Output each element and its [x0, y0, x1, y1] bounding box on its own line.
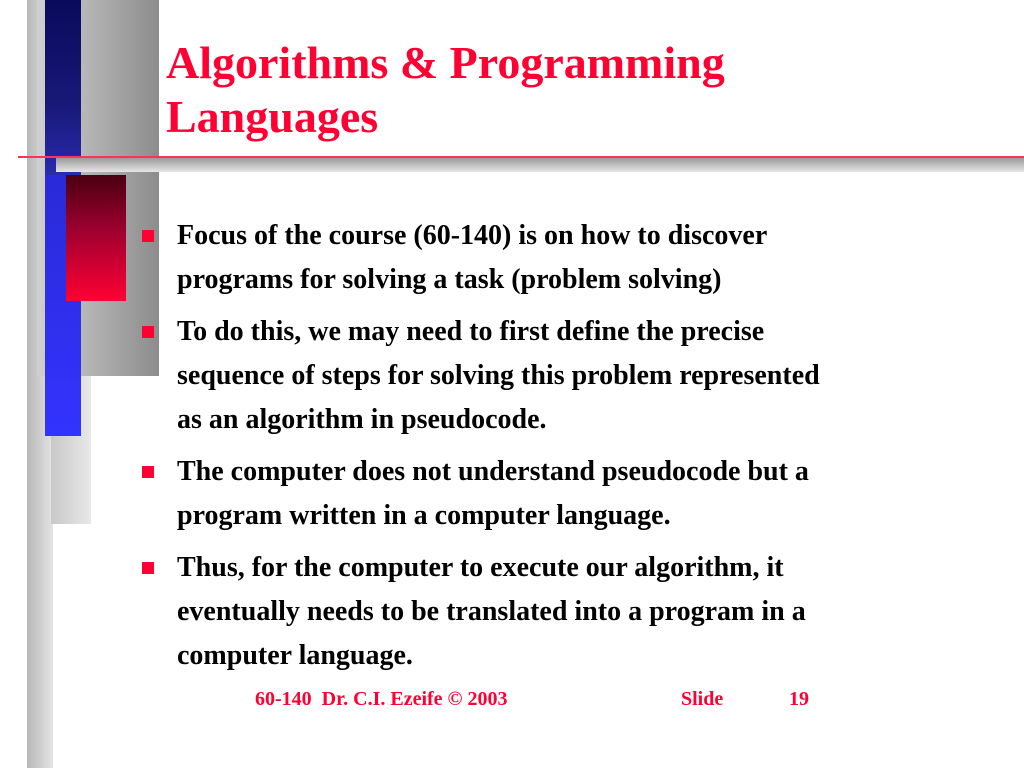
bullet-line: Thus, for the computer to execute our algorithm, it — [177, 552, 784, 583]
decor-red-block — [66, 175, 126, 301]
footer-slide-number: 19 — [789, 688, 809, 710]
square-bullet-icon — [142, 326, 154, 338]
bullet-line: program written in a computer language. — [177, 500, 671, 531]
slide-title-line: Algorithms & Programming — [166, 37, 725, 88]
bullet-item — [140, 450, 980, 538]
decor-blue-bar-dark — [45, 0, 81, 175]
bullet-item — [140, 310, 980, 442]
slide-title-line: Languages — [166, 91, 379, 142]
footer-course-author: 60-140 Dr. C.I. Ezeife © 2003 — [255, 688, 508, 710]
bullet-line: as an algorithm in pseudocode. — [177, 404, 547, 435]
bullet-line: Focus of the course (60-140) is on how to discover — [177, 220, 768, 251]
square-bullet-icon — [142, 562, 154, 574]
bullet-line: computer language. — [177, 640, 413, 671]
square-bullet-icon — [142, 230, 154, 242]
title-rule — [18, 156, 1024, 158]
bullet-list — [140, 214, 980, 686]
title-rule-shadow — [56, 158, 1024, 172]
bullet-line: eventually needs to be translated into a program in a — [177, 596, 806, 627]
bullet-item — [140, 214, 980, 302]
slide-title — [166, 36, 1006, 144]
square-bullet-icon — [142, 466, 154, 478]
bullet-line: To do this, we may need to first define the precise — [177, 316, 765, 347]
bullet-line: programs for solving a task (problem solving) — [177, 264, 722, 295]
bullet-item — [140, 546, 980, 678]
slide-footer — [0, 688, 1024, 718]
bullet-line: sequence of steps for solving this problem represented — [177, 360, 820, 391]
bullet-line: The computer does not understand pseudocode but a — [177, 456, 809, 487]
footer-slide-label: Slide — [681, 688, 724, 710]
